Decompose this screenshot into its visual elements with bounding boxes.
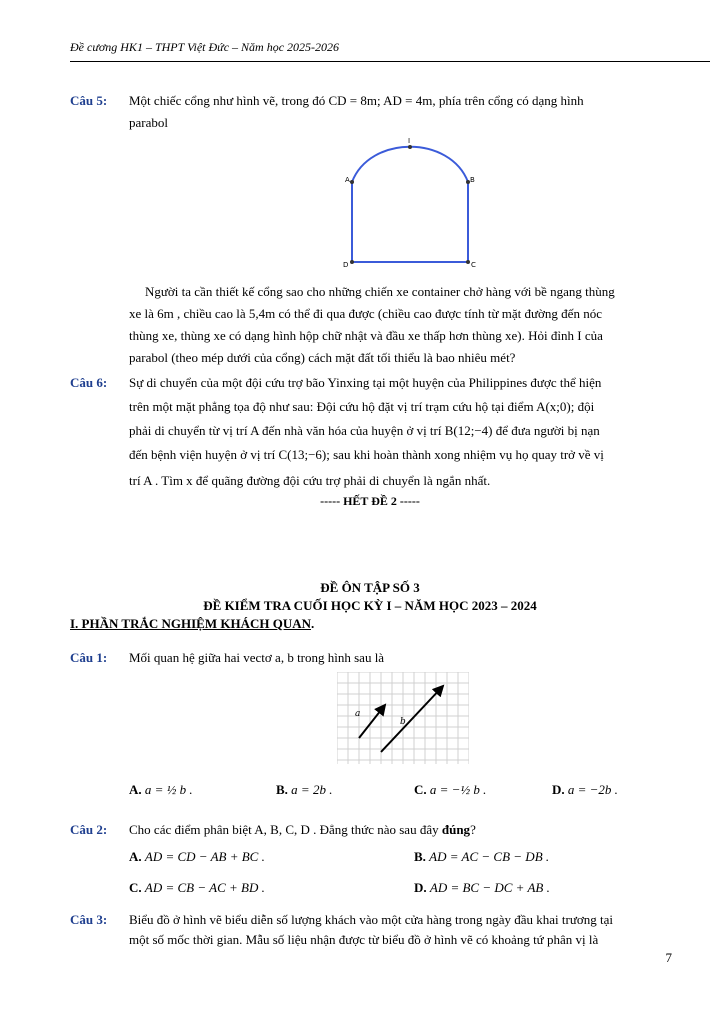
mc1-option-c-label: C. xyxy=(414,782,427,797)
mc2-option-a xyxy=(129,849,265,865)
q5-line2: parabol xyxy=(129,115,168,130)
mc1-option-c-text: a = −½ b . xyxy=(429,782,487,797)
page-number: 7 xyxy=(665,950,672,965)
mc1-option-b-label: B. xyxy=(276,782,288,797)
mc2-option-c xyxy=(129,880,265,896)
section3-title: ĐỀ ÔN TẬP SỐ 3 xyxy=(320,580,420,595)
point-i xyxy=(408,145,412,149)
mc3-label: Câu 3: xyxy=(70,912,108,927)
q6-line4: đến bệnh viện huyện ở vị trí C(13;−6); sau khi hoàn thành xong nhiệm vụ họ quay trở về vị xyxy=(129,447,604,462)
mc2-option-d-text: AD = BC − DC + AB . xyxy=(429,880,550,895)
q6-line2: trên một mặt phẳng tọa độ như sau: Đội cứu hộ đặt vị trí trạm cứu hộ tại điểm A(x;0); đội xyxy=(129,399,595,414)
q5-label: Câu 5: xyxy=(70,93,108,108)
mc2-option-a-text: AD = CD − AB + BC . xyxy=(144,849,265,864)
mc2-question-bold: đúng xyxy=(441,822,471,837)
q6-line5: trí A . Tìm x để quãng đường đội cứu trợ phải di chuyển là ngắn nhất. xyxy=(129,473,491,488)
vector-grid-figure xyxy=(337,672,469,764)
mc3-line1: Biểu đồ ở hình vẽ biểu diễn số lượng khách vào một cửa hàng trong ngày đầu khai trương tại xyxy=(129,912,614,927)
q5-line1: Một chiếc cổng như hình vẽ, trong đó CD = 8m; AD = 4m, phía trên cổng có dạng hình xyxy=(129,93,584,108)
mc1-option-d-text: a = −2b . xyxy=(567,782,618,797)
header-divider xyxy=(70,61,710,62)
mc1-option-a xyxy=(129,782,193,798)
mc2-question-pre: Cho các điểm phân biệt A, B, C, D . Đẳng thức nào sau đây xyxy=(129,822,442,837)
end-of-test-2: ----- HẾT ĐỀ 2 ----- xyxy=(320,494,420,508)
label-a: A xyxy=(345,176,350,184)
point-a xyxy=(350,180,354,184)
mc2-option-b-label: B. xyxy=(414,849,426,864)
mc1-question: Mối quan hệ giữa hai vectơ a, b trong hình sau là xyxy=(129,650,385,665)
q5-para4: parabol (theo mép dưới của cổng) cách mặt đất tối thiểu là bao nhiêu mét? xyxy=(129,350,516,365)
mc2-question-post: ? xyxy=(470,822,476,837)
point-d xyxy=(350,260,354,264)
part1-heading xyxy=(70,616,314,632)
mc2-option-b-text: AD = AC − CB − DB . xyxy=(429,849,550,864)
parabola-arc xyxy=(352,147,468,182)
gate-parabola-figure xyxy=(335,135,485,270)
q5-para1: Người ta cần thiết kế cổng sao cho những chiến xe container chở hàng với bề ngang thùng xyxy=(145,284,615,299)
part1-heading-dot: . xyxy=(311,616,315,631)
q6-label: Câu 6: xyxy=(70,375,108,390)
vector-a-label: a xyxy=(355,709,361,719)
label-b: B xyxy=(470,176,475,184)
section3-subtitle: ĐỀ KIỂM TRA CUỐI HỌC KỲ I – NĂM HỌC 2023 – 2024 xyxy=(203,598,537,613)
part1-heading-text: I. PHẦN TRẮC NGHIỆM KHÁCH QUAN xyxy=(70,616,311,631)
mc2-option-c-label: C. xyxy=(129,880,142,895)
mc2-label: Câu 2: xyxy=(70,822,108,837)
mc2-option-c-text: AD = CB − AC + BD . xyxy=(144,880,265,895)
mc1-option-d-label: D. xyxy=(552,782,565,797)
mc1-label: Câu 1: xyxy=(70,650,108,665)
mc2-question xyxy=(129,822,476,838)
label-c: C xyxy=(471,261,476,269)
mc1-option-b xyxy=(276,782,332,798)
q5-para3: thùng xe, thùng xe có dạng hình hộp chữ nhật và đầu xe thấp hơn thùng xe). Hỏi đỉnh I của xyxy=(129,328,603,343)
mc2-option-b xyxy=(414,849,549,865)
mc3-line2: một số mốc thời gian. Mẫu số liệu nhận được từ biểu đồ ở hình vẽ có khoảng tứ phân vị là xyxy=(129,932,599,947)
mc1-option-a-label: A. xyxy=(129,782,142,797)
mc1-option-b-text: a = 2b . xyxy=(291,782,333,797)
q6-line3: phải di chuyển từ vị trí A đến nhà văn hóa của huyện ở vị trí B(12;−4) để đưa người bị nạn xyxy=(129,423,600,438)
mc1-option-c xyxy=(414,782,486,798)
point-c xyxy=(466,260,470,264)
mc1-option-d xyxy=(552,782,618,798)
mc2-option-d xyxy=(414,880,550,896)
q5-para2: xe là 6m , chiều cao là 5,4m có thể đi qua được (chiều cao được tính từ mặt đường đến nóc xyxy=(129,306,602,321)
page-header-title: Đề cương HK1 – THPT Việt Đức – Năm học 2025-2026 xyxy=(70,40,340,54)
vector-b-arrow xyxy=(381,686,443,752)
mc2-option-d-label: D. xyxy=(414,880,427,895)
label-d: D xyxy=(343,261,349,269)
label-i: I xyxy=(408,137,411,145)
q6-line1: Sự di chuyển của một đội cứu trợ bão Yinxing tại một huyện của Philippines được thể hiện xyxy=(129,375,602,390)
vector-b-label: b xyxy=(400,717,406,727)
mc1-option-a-text: a = ½ b . xyxy=(144,782,193,797)
mc2-option-a-label: A. xyxy=(129,849,142,864)
